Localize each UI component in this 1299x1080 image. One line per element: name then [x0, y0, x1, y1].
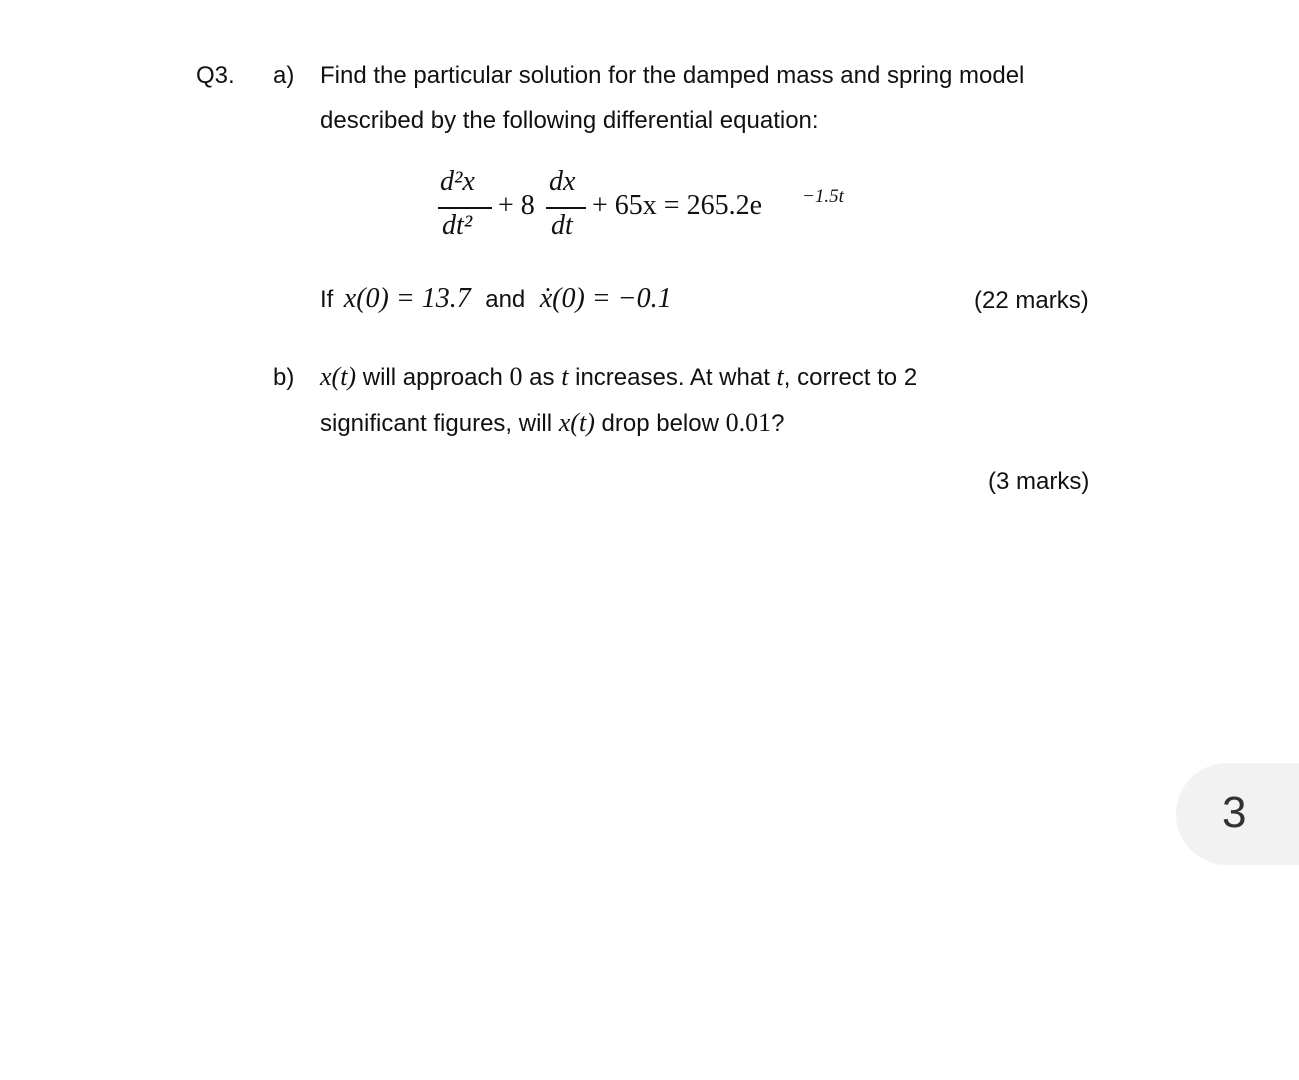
page-number: 3 — [1222, 788, 1247, 837]
b-threshold: 0.01 — [725, 408, 772, 437]
part-b-text-line2 — [320, 408, 784, 438]
b-text: drop below — [594, 410, 726, 437]
b-text: , correct to 2 — [783, 364, 918, 391]
term1-denominator: dt² — [442, 210, 473, 241]
part-a-marks: (22 marks) — [974, 287, 1089, 314]
part-b-label: b) — [273, 364, 295, 391]
b-xt: x(t) — [320, 362, 357, 391]
term1-fraction-bar — [438, 207, 492, 209]
b-t: t — [561, 362, 569, 391]
part-a-text-line2: described by the following differential equation: — [320, 107, 819, 134]
part-a-label: a) — [273, 62, 295, 89]
b-text: ? — [771, 410, 785, 437]
cond-if: If — [320, 286, 334, 313]
part-b-marks: (3 marks) — [988, 468, 1090, 495]
part-b-text-line1 — [320, 362, 917, 392]
cond-xdot0: ẋ(0) = −0.1 — [539, 283, 672, 314]
cond-x0: x(0) = 13.7 — [343, 283, 471, 314]
equation-rhs: + 65x = 265.2e — [592, 190, 763, 221]
initial-conditions — [320, 283, 672, 315]
b-text: increases. At what — [568, 364, 777, 391]
term2-fraction-bar — [546, 207, 586, 209]
cond-and: and — [485, 286, 526, 313]
b-t: t — [776, 362, 784, 391]
exponent: −1.5t — [802, 186, 844, 207]
term1-numerator: d²x — [440, 166, 475, 197]
b-text: as — [522, 364, 562, 391]
b-zero: 0 — [509, 362, 523, 391]
part-a-text-line1: Find the particular solution for the damped mass and spring model — [320, 62, 1025, 89]
term2-denominator: dt — [551, 210, 573, 241]
plus-eight: + 8 — [498, 190, 535, 221]
term2-numerator: dx — [549, 166, 576, 197]
b-text: will approach — [356, 364, 510, 391]
b-xt: x(t) — [558, 408, 595, 437]
b-text: significant figures, will — [320, 410, 559, 437]
question-number: Q3. — [196, 62, 235, 89]
